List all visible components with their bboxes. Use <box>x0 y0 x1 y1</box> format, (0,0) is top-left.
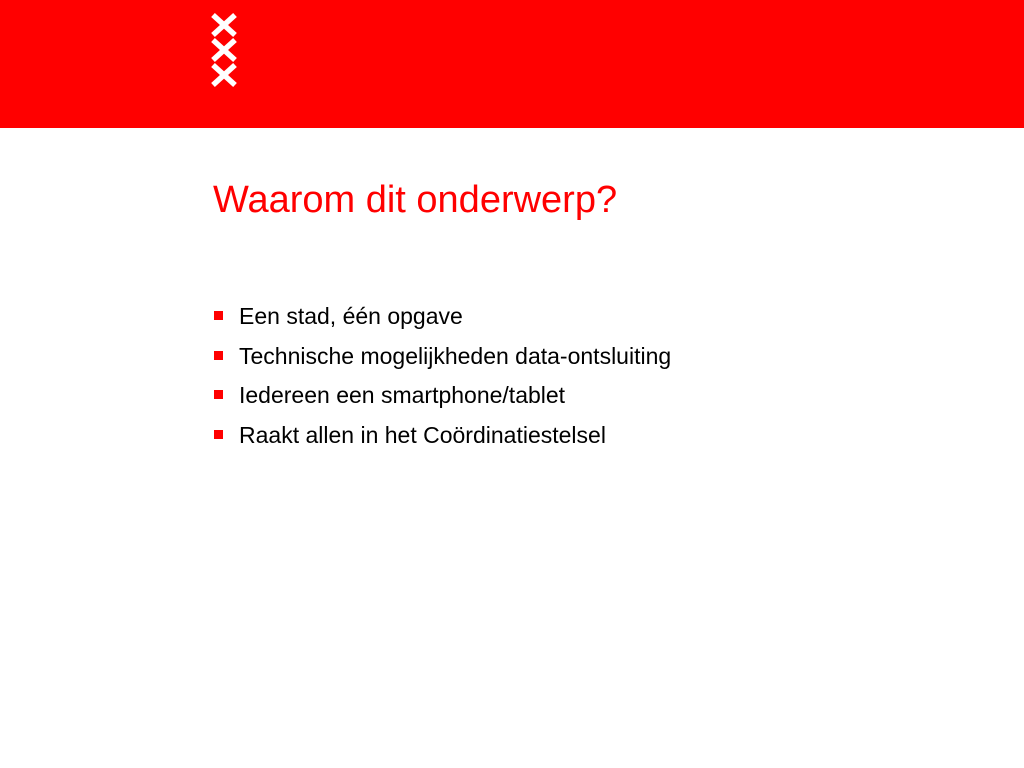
slide-title: Waarom dit onderwerp? <box>213 179 618 221</box>
square-bullet-icon <box>214 390 223 399</box>
bullet-list <box>213 299 671 457</box>
bullet-text-4: Raakt allen in het Coördinatiestelsel <box>239 421 606 448</box>
square-bullet-icon <box>214 351 223 360</box>
andreas-crosses-icon <box>210 12 238 88</box>
bullet-text-2: Technische mogelijkheden data-ontsluiting <box>239 342 672 369</box>
bullet-text-3: Iedereen een smartphone/tablet <box>239 382 566 408</box>
bullet-item-2 <box>213 339 671 379</box>
cross-group <box>213 15 235 85</box>
square-bullet-icon <box>214 311 223 320</box>
square-bullet-icon <box>214 430 223 439</box>
andreas-crosses-svg <box>210 12 238 88</box>
bullet-text-1: Een stad, één opgave <box>239 303 463 329</box>
bullet-item-1 <box>213 299 671 339</box>
header-band <box>0 0 1024 128</box>
bullet-item-4 <box>213 418 671 458</box>
bullet-item-3 <box>213 378 671 418</box>
